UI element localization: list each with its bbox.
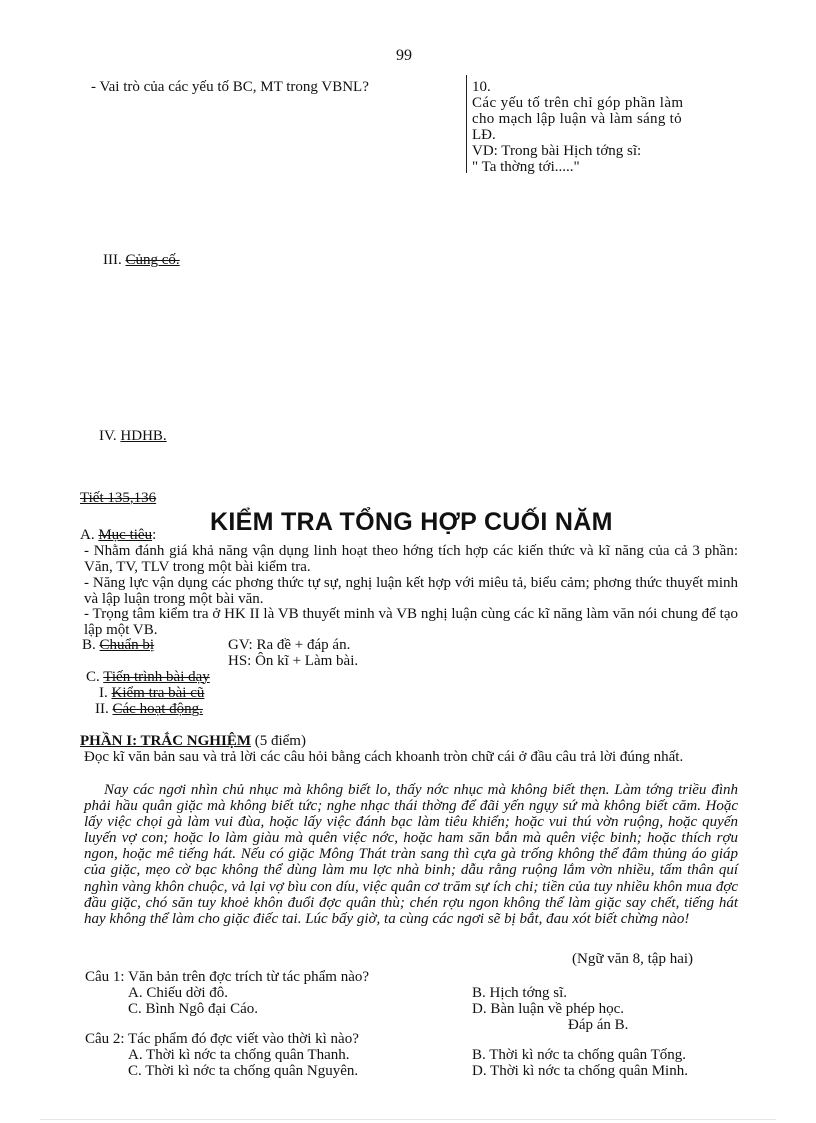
section-cung-co [103, 252, 180, 268]
section-heading: Mục tiêu [98, 527, 153, 543]
page-edge [40, 1119, 776, 1120]
passage-source: (Ngữ văn 8, tập hai) [572, 951, 694, 967]
column-divider [466, 75, 467, 173]
section-number: B. [82, 637, 96, 653]
part-title: PHẦN I: TRẮC NGHIỆM [80, 733, 251, 749]
lesson-period: Tiết 135,136 [80, 490, 157, 506]
student-prep: HS: Ôn kĩ + Làm bài. [228, 653, 359, 669]
section-number: II. [95, 701, 109, 717]
chuan-bi-heading [82, 637, 154, 653]
section-heading: Các hoạt động. [112, 701, 203, 717]
goal-item: - Nhằm đánh giá khả năng vận dụng linh hoạt theo hớng tích hợp các kiến thức và kĩ năng của cả 3 phần: Văn, TV, TLV trong một bài kiểm tra. [84, 543, 738, 576]
tien-trinh-heading [86, 669, 210, 685]
teacher-prep: GV: Ra đề + đáp án. [228, 637, 351, 653]
option-c: C. Bình Ngô đại Cáo. [128, 1001, 258, 1017]
answer-line: " Ta thờng tới....." [472, 159, 580, 175]
section-number: III. [103, 252, 122, 268]
option-b: B. Thời kì nớc ta chống quân Tống. [472, 1047, 687, 1063]
section-number: A. [80, 527, 95, 543]
answer-line: cho mạch lập luận và làm sáng tỏ [472, 111, 682, 127]
instruction: Đọc kĩ văn bản sau và trả lời các câu hỏi bằng cách khoanh tròn chữ cái ở đầu câu trả lời đúng nhất. [84, 749, 684, 765]
answer-key: Đáp án B. [568, 1017, 629, 1033]
section-hdhb [99, 428, 167, 444]
question-text: Câu 2: Tác phẩm đó đợc viết vào thời kì nào? [85, 1031, 359, 1047]
option-b: B. Hịch tớng sĩ. [472, 985, 568, 1001]
option-d: D. Bàn luận về phép học. [472, 1001, 625, 1017]
section-heading: Chuẩn bị [99, 637, 155, 653]
muc-tieu-heading [80, 527, 156, 543]
answer-line: LĐ. [472, 127, 496, 143]
option-a: A. Chiếu dời đô. [128, 985, 229, 1001]
option-a: A. Thời kì nớc ta chống quân Thanh. [128, 1047, 350, 1063]
section-heading: Củng cố. [125, 252, 180, 268]
goal-item: - Năng lực vận dụng các phơng thức tự sự, nghị luận kết hợp với miêu tả, biểu cảm; phơng thức thuyết minh và lập luận trong một bài văn. [84, 575, 738, 608]
part-points: (5 điểm) [250, 733, 306, 749]
option-c: C. Thời kì nớc ta chống quân Nguyên. [128, 1063, 359, 1079]
answer-line: Các yếu tố trên chỉ góp phần làm [472, 95, 684, 111]
colon: : [152, 527, 157, 543]
hoat-dong-heading [95, 701, 203, 717]
page-number: 99 [396, 47, 412, 64]
option-d: D. Thời kì nớc ta chống quân Minh. [472, 1063, 688, 1079]
kiem-tra-heading [99, 685, 204, 701]
section-number: I. [99, 685, 108, 701]
page-title: KIỂM TRA TỔNG HỢP CUỐI NĂM [210, 508, 613, 536]
section-heading: HDHB. [120, 428, 167, 444]
section-number: C. [86, 669, 100, 685]
section-number: IV. [99, 428, 117, 444]
passage: Nay các ngơi nhìn chủ nhục mà không biết lo, thấy nớc nhục mà không biết thẹn. Làm tớng triều đình phải hầu quân giặc mà không biết tức; nghe nhạc thái thờng để đãi yến ngụy sứ mà không biết căm. Hoặc lấy việc chọi gà làm vui đùa, hoặc lấy việc đánh bạc làm tiêu khiển; hoặc vui thú vờn ruộng, hoặc quyến luyến vợ con; hoặc lo làm giàu mà quên việc nớc, hoặc ham săn bắn mà quên việc binh; hoặc thích rợu ngon, hoặc mê tiếng hát. Nếu có giặc Mông Thát tràn sang thì cựa gà trống không thể đâm thủng áo giáp của giặc, mẹo cờ bạc không thể dùng làm mu lợc nhà binh; dẫu rằng ruộng lắm vờn nhiều, tấm thân quí nghìn vàng khôn chuộc, vả lại vợ bìu con díu, việc quân cơ trăm sự ích chi; tiền của tuy nhiều khôn mua đợc đầu giặc, chó săn tuy khoẻ khôn đuổi đợc quân thù; chén rợu ngon không thể làm giặc say chết, tiếng hát hay không thể làm cho giặc điếc tai. Lúc bấy giờ, ta cùng các ngơi sẽ bị bắt, đau xót biết chừng nào! [84, 782, 738, 927]
part1-heading [80, 733, 306, 749]
section-heading: Kiểm tra bài cũ [111, 685, 205, 701]
question-text: Câu 1: Văn bản trên đợc trích từ tác phẩm nào? [85, 969, 370, 985]
review-question: - Vai trò của các yếu tố BC, MT trong VBNL? [91, 79, 369, 95]
goal-item: - Trọng tâm kiểm tra ở HK II là VB thuyết minh và VB nghị luận cùng các kĩ năng làm văn nói chung để tạo lập một VB. [84, 606, 738, 639]
section-heading: Tiến trình bài dạy [103, 669, 210, 685]
answer-line: VD: Trong bài Hịch tớng sĩ: [472, 143, 642, 159]
answer-line: 10. [472, 79, 491, 95]
